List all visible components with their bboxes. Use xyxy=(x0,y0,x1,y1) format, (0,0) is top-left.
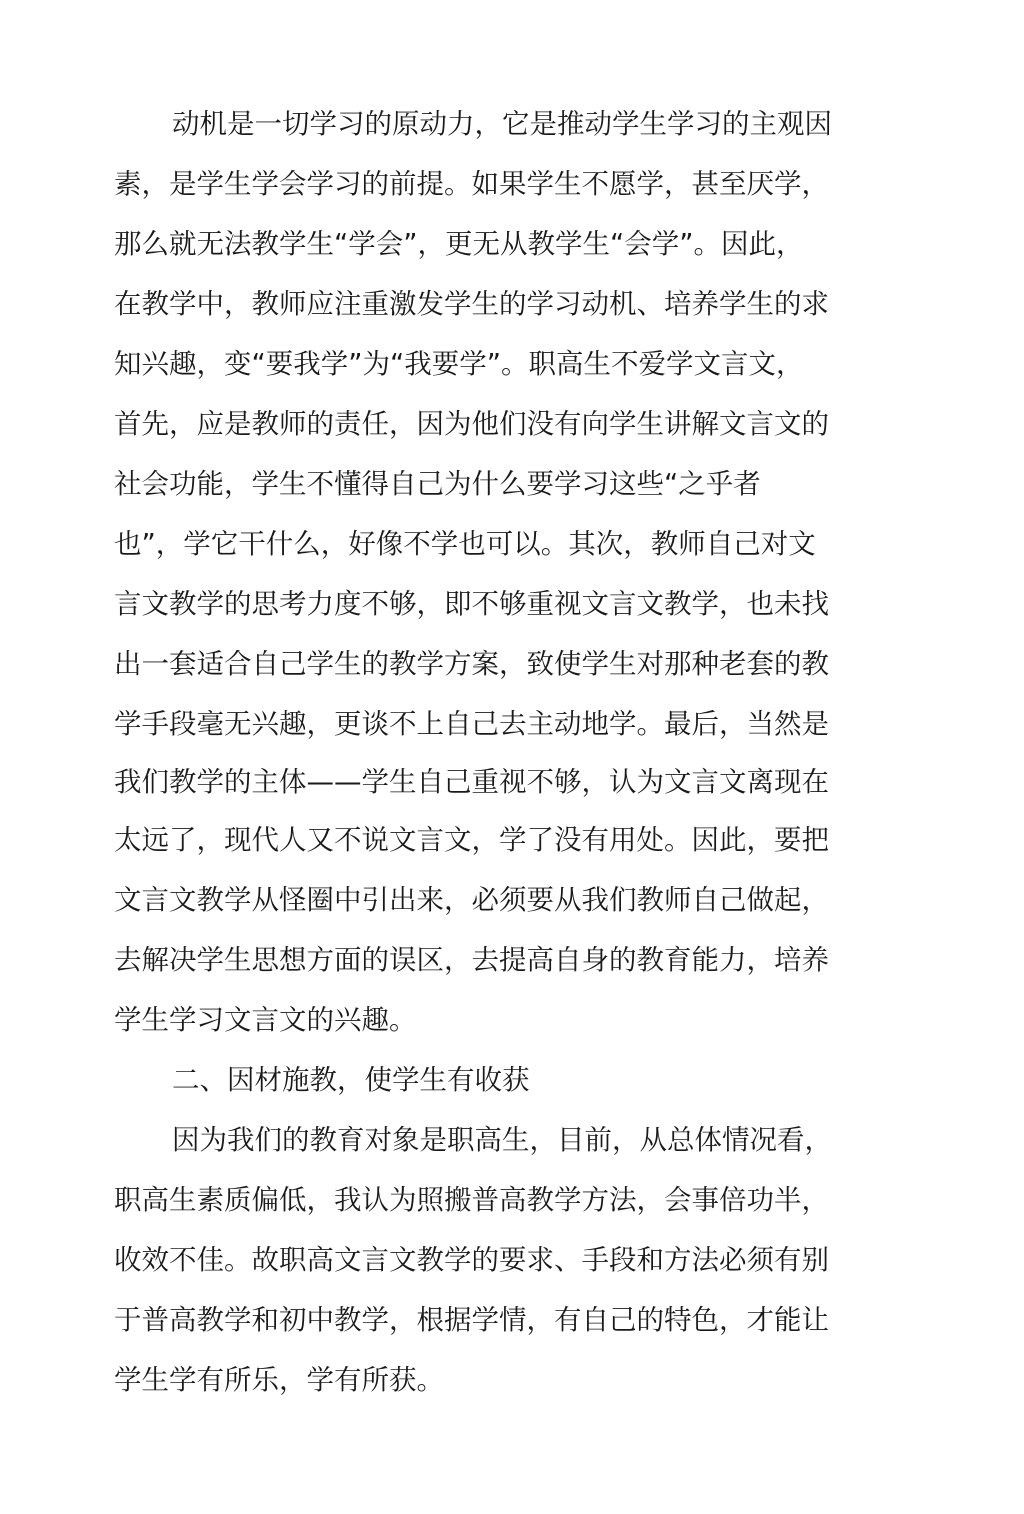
paragraph-line: 那么就无法教学生“学会”，更无从教学生“会学”。因此， xyxy=(114,228,804,260)
paragraph-line: 社会功能，学生不懂得自己为什么要学习这些“之乎者 xyxy=(114,468,761,500)
paragraph-line: 在教学中，教师应注重激发学生的学习动机、培养学生的求 xyxy=(114,288,829,320)
paragraph-line: 出一套适合自己学生的教学方案，致使学生对那种老套的教 xyxy=(114,648,829,680)
paragraph-line: 也”，学它干什么，好像不学也可以。其次，教师自己对文 xyxy=(114,528,816,560)
paragraph-line: 动机是一切学习的原动力，它是推动学生学习的主观因 xyxy=(172,108,832,140)
paragraph-line: 太远了，现代人又不说文言文，学了没有用处。因此，要把 xyxy=(114,824,829,856)
section-heading: 二、因材施教，使学生有收获 xyxy=(172,1064,530,1096)
paragraph-line: 职高生素质偏低，我认为照搬普高教学方法，会事倍功半， xyxy=(114,1184,829,1216)
paragraph-line: 学手段毫无兴趣，更谈不上自己去主动地学。最后，当然是 xyxy=(114,708,829,740)
paragraph-line: 因为我们的教育对象是职高生，目前，从总体情况看， xyxy=(172,1124,832,1156)
paragraph-line: 知兴趣，变“要我学”为“我要学”。职高生不爱学文言文， xyxy=(114,348,804,380)
paragraph-line: 素，是学生学会学习的前提。如果学生不愿学，甚至厌学， xyxy=(114,168,829,200)
paragraph-line: 收效不佳。故职高文言文教学的要求、手段和方法必须有别 xyxy=(114,1244,829,1276)
paragraph-line: 学生学有所乐，学有所获。 xyxy=(114,1364,444,1396)
paragraph-line: 首先，应是教师的责任，因为他们没有向学生讲解文言文的 xyxy=(114,408,829,440)
paragraph-line: 学生学习文言文的兴趣。 xyxy=(114,1004,417,1036)
paragraph-line: 于普高教学和初中教学，根据学情，有自己的特色，才能让 xyxy=(114,1304,829,1336)
paragraph-line: 言文教学的思考力度不够，即不够重视文言文教学，也未找 xyxy=(114,588,829,620)
paragraph-line: 文言文教学从怪圈中引出来，必须要从我们教师自己做起， xyxy=(114,884,829,916)
paragraph-line: 去解决学生思想方面的误区，去提高自身的教育能力，培养 xyxy=(114,944,829,976)
paragraph-line: 我们教学的主体——学生自己重视不够，认为文言文离现在 xyxy=(114,766,829,798)
